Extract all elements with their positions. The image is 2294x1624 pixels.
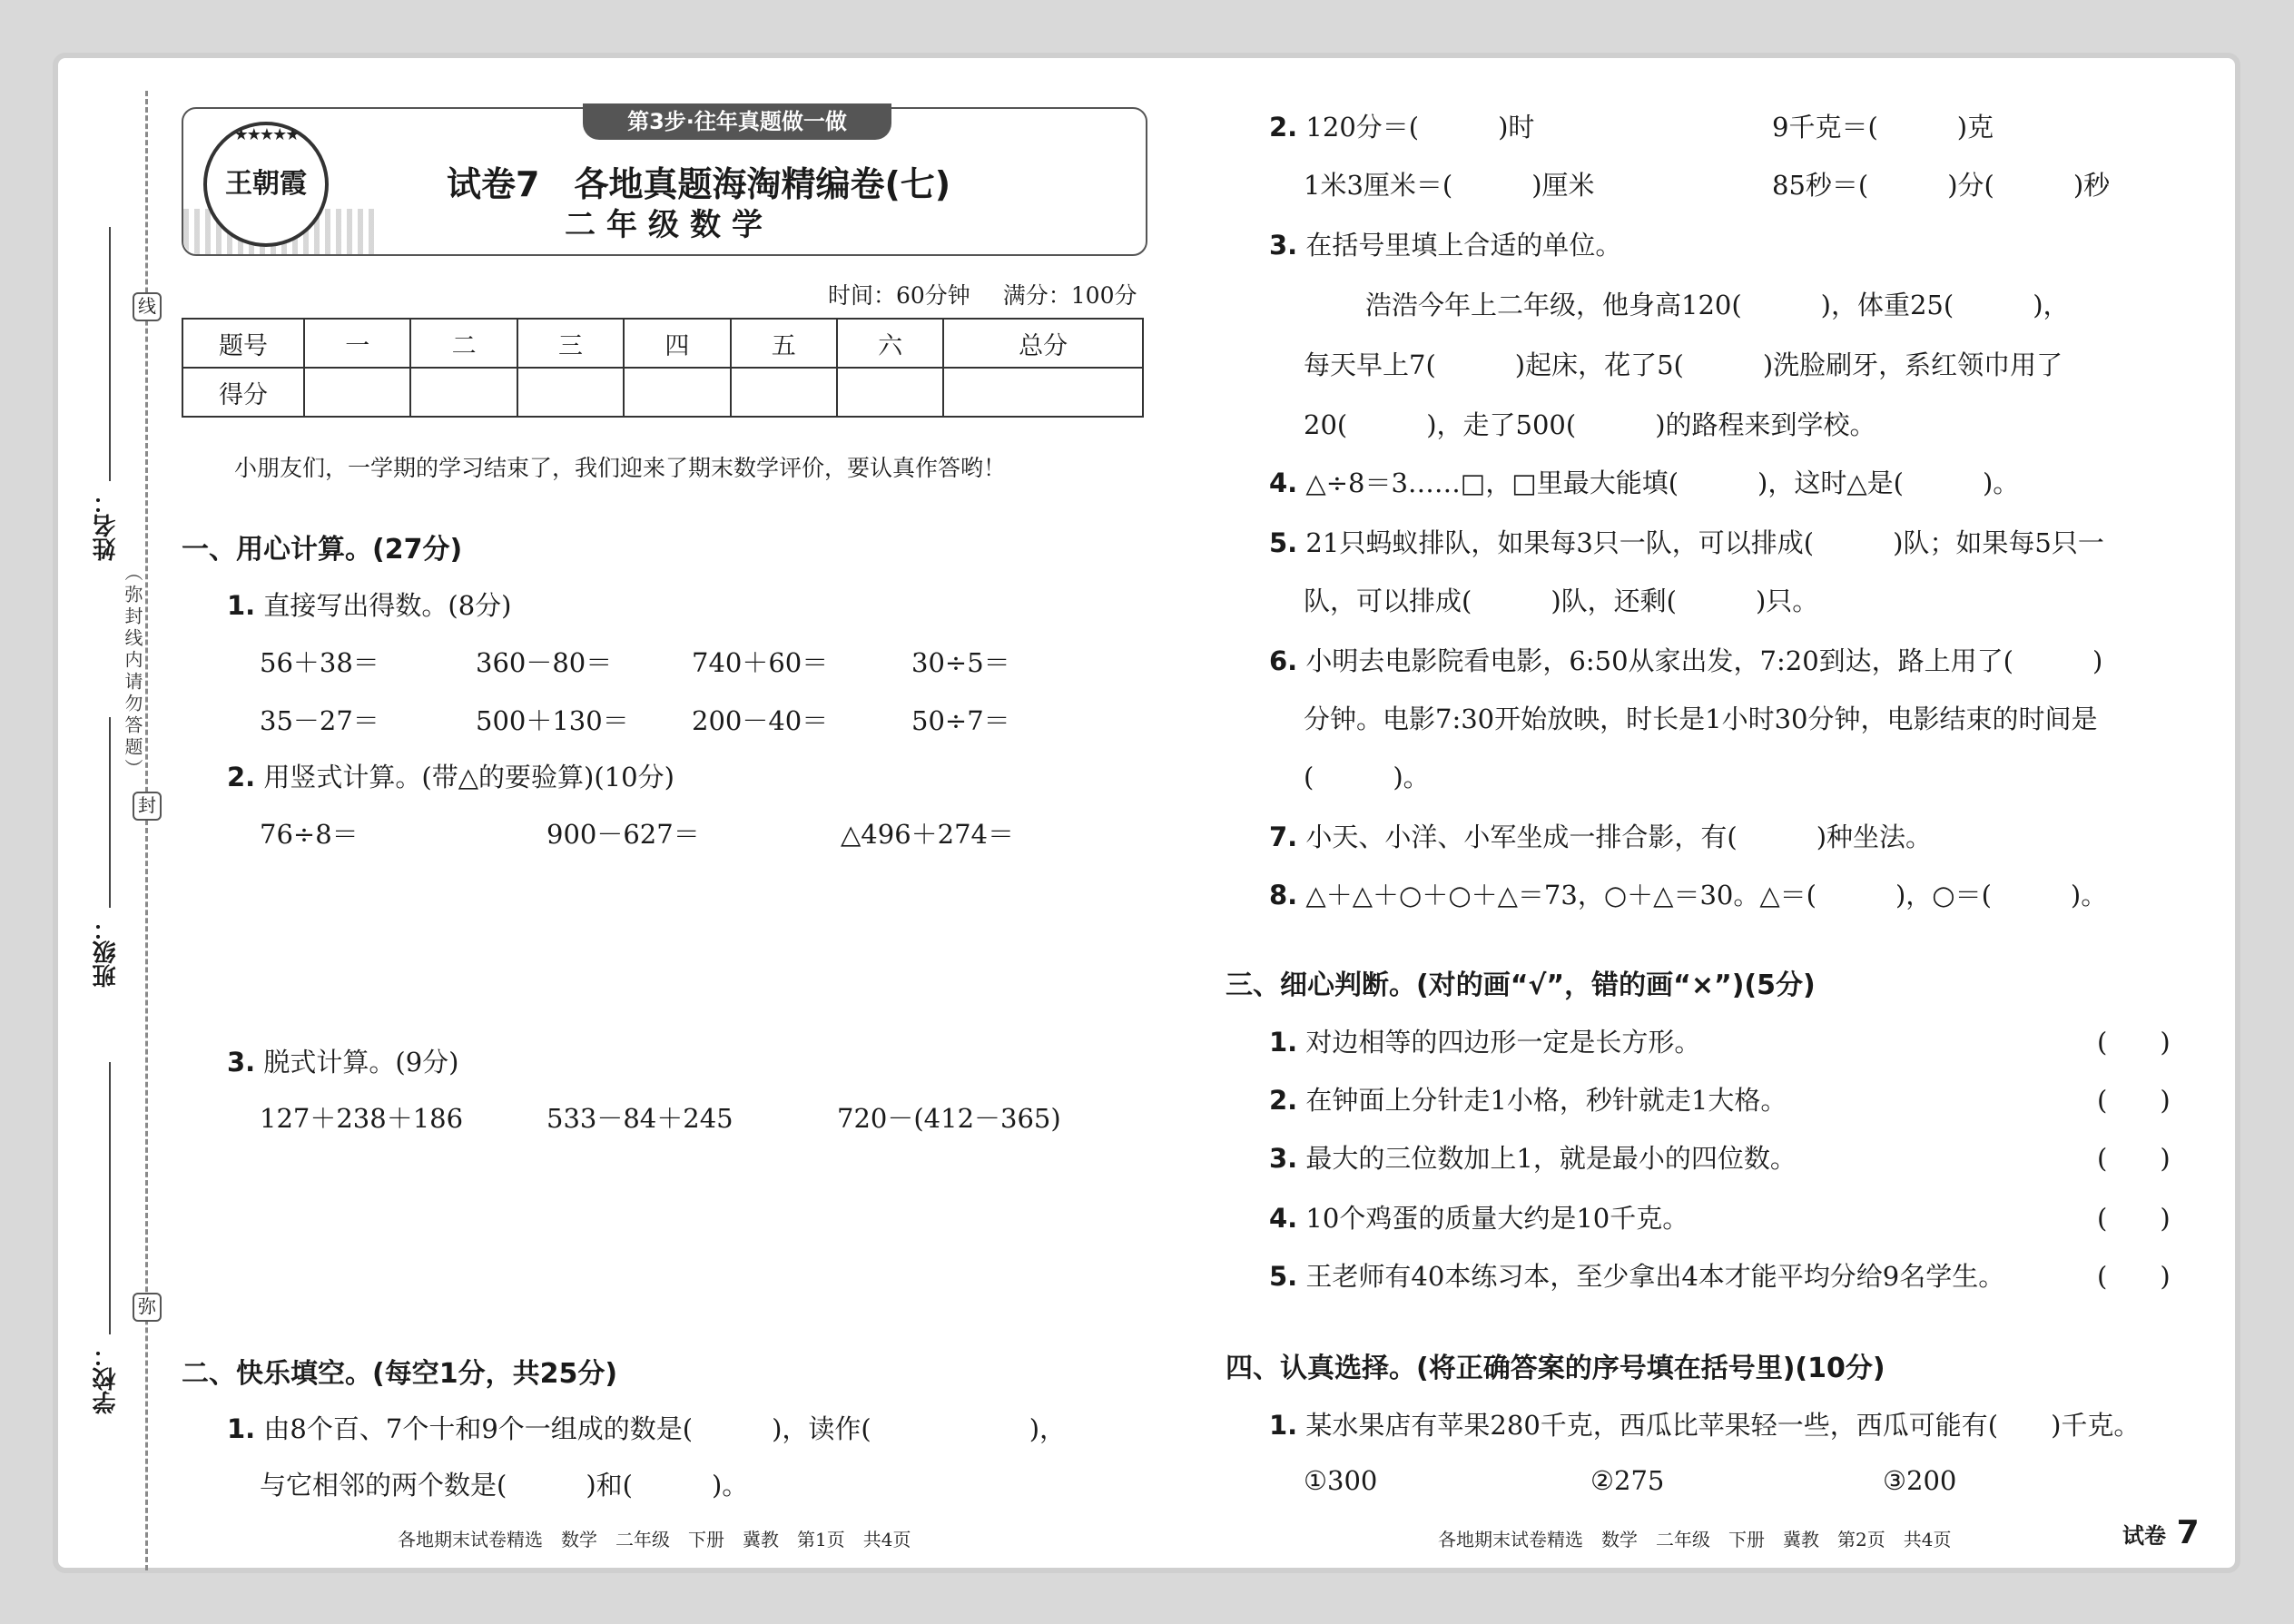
score-cell: 三 xyxy=(517,319,624,368)
exam-header xyxy=(182,107,1147,256)
q-text: 最大的三位数加上1，就是最小的四位数。 xyxy=(1305,1143,1797,1174)
q-text: △÷8＝3……□，□里最大能填( )，这时△是( )。 xyxy=(1305,468,2020,498)
q-text: 脱式计算。(9分) xyxy=(263,1047,459,1078)
paper-badge xyxy=(2122,1514,2200,1551)
s2-q5-line1 xyxy=(1269,523,2104,560)
s1-q2 xyxy=(227,757,674,794)
calc-item: 500＋130＝ xyxy=(476,705,629,736)
paper-badge-label: 试卷 xyxy=(2122,1523,2166,1549)
q-text: 在钟面上分针走1小格，秒针就走1大格。 xyxy=(1305,1085,1787,1116)
section4-title: 四、认真选择。(将正确答案的序号填在括号里)(10分) xyxy=(1226,1353,1885,1384)
calc-item: 740＋60＝ xyxy=(692,647,829,678)
exam-subtitle: 二年级数学 xyxy=(565,207,773,243)
calc-item: 200－40＝ xyxy=(692,705,829,736)
footer-left: 各地期末试卷精选 数学 二年级 下册 冀教 第1页 共4页 xyxy=(398,1529,911,1550)
choice-option: ③200 xyxy=(1883,1465,1957,1496)
calc-item: 360－80＝ xyxy=(476,647,613,678)
score-cell: 一 xyxy=(304,319,410,368)
judge-answer-bracket[interactable]: ( ) xyxy=(2097,1085,2171,1116)
s2-q5-line2: 队，可以排成( )队，还剩( )只。 xyxy=(1304,586,1819,616)
s2-q1-line2: 与它相邻的两个数是( )和( )。 xyxy=(260,1470,749,1501)
exam-sheet xyxy=(53,53,2240,1573)
name-field-line[interactable] xyxy=(109,227,111,481)
q-number: 8. xyxy=(1269,880,1298,910)
s2-q3-line3: 20( )，走了500( )的路程来到学校。 xyxy=(1304,409,1876,440)
s2-q2-c: 1米3厘米＝( )厘米 xyxy=(1304,170,1595,201)
s2-q7 xyxy=(1269,817,1932,854)
q-text: 小天、小洋、小军坐成一排合影，有( )种坐法。 xyxy=(1305,822,1933,852)
class-field-line[interactable] xyxy=(109,717,111,908)
name-label: 姓名： xyxy=(93,490,120,561)
q-number: 5. xyxy=(1269,1261,1298,1292)
s2-q2-b: 9千克＝( )克 xyxy=(1772,112,1994,143)
logo-name: 王朝霞 xyxy=(225,168,307,200)
q-number: 6. xyxy=(1269,645,1298,676)
s2-q1-line1 xyxy=(227,1409,1066,1446)
step-calc-item: 720－(412－365) xyxy=(837,1103,1061,1134)
q-number: 1. xyxy=(1269,1410,1298,1441)
judge-item-2 xyxy=(1269,1080,1787,1117)
s2-q6-line3: ( )。 xyxy=(1304,762,1430,792)
q-number: 2. xyxy=(1269,1085,1298,1116)
s2-q4 xyxy=(1269,463,2019,500)
q-number: 3. xyxy=(227,1047,256,1078)
s2-q8 xyxy=(1269,875,2107,912)
score-input-cell[interactable] xyxy=(304,368,410,417)
score-cell: 六 xyxy=(837,319,943,368)
judge-answer-bracket[interactable]: ( ) xyxy=(2097,1261,2171,1292)
school-field-line[interactable] xyxy=(109,1062,111,1334)
binding-note: （弥封线内请勿答题） xyxy=(122,563,143,781)
choice-option: ②275 xyxy=(1590,1465,1665,1496)
time-and-score xyxy=(828,278,1137,310)
q-number: 3. xyxy=(1269,1143,1298,1174)
q-text: 由8个百、7个十和9个一组成的数是( )，读作( )， xyxy=(263,1413,1067,1444)
choice-option: ①300 xyxy=(1304,1465,1378,1496)
score-table xyxy=(182,318,1144,418)
s4-q1 xyxy=(1269,1405,2140,1442)
calc-item: 30÷5＝ xyxy=(911,647,1010,678)
score-cell: 总分 xyxy=(943,319,1143,368)
s1-q3 xyxy=(227,1042,459,1079)
paper-badge-number: 7 xyxy=(2176,1514,2200,1551)
score-input-cell[interactable] xyxy=(624,368,730,417)
q-number: 2. xyxy=(1269,112,1298,143)
vertical-calc-item: 900－627＝ xyxy=(546,819,700,850)
judge-answer-bracket[interactable]: ( ) xyxy=(2097,1143,2171,1174)
calc-item: 35－27＝ xyxy=(260,705,379,736)
q-number: 1. xyxy=(227,1413,256,1444)
section2-title: 二、快乐填空。(每空1分，共25分) xyxy=(182,1358,618,1390)
score-cell: 题号 xyxy=(182,319,304,368)
score-input-cell[interactable] xyxy=(517,368,624,417)
s2-q2-d: 85秒＝( )分( )秒 xyxy=(1772,170,2111,201)
class-label: 班级： xyxy=(93,917,120,988)
q-number: 3. xyxy=(1269,230,1298,261)
q-number: 5. xyxy=(1269,527,1298,558)
judge-answer-bracket[interactable]: ( ) xyxy=(2097,1203,2171,1234)
step-tab: 第3步·往年真题做一做 xyxy=(583,103,891,140)
s2-q3-line1: 浩浩今年上二年级，他身高120( )，体重25( )， xyxy=(1365,290,2070,320)
score-input-cell[interactable] xyxy=(731,368,837,417)
footer-right: 各地期末试卷精选 数学 二年级 下册 冀教 第2页 共4页 xyxy=(1438,1529,1952,1550)
step-calc-item: 127＋238＋186 xyxy=(260,1103,464,1134)
vertical-calc-item: △496＋274＝ xyxy=(841,819,1015,850)
section3-title: 三、细心判断。(对的画“√”，错的画“×”)(5分) xyxy=(1226,969,1816,1001)
q-text: 120分＝( )时 xyxy=(1305,112,1535,143)
judge-answer-bracket[interactable]: ( ) xyxy=(2097,1027,2171,1058)
q-number: 4. xyxy=(1269,1203,1298,1234)
s1-q1 xyxy=(227,586,512,623)
score-table-score-row xyxy=(182,368,1143,417)
q-text: 小明去电影院看电影，6:50从家出发，7:20到达，路上用了( ) xyxy=(1305,645,2103,676)
s2-q2-a xyxy=(1269,107,1534,144)
q-text: 用竖式计算。(带△的要验算)(10分) xyxy=(263,762,674,792)
q-text: 某水果店有苹果280千克，西瓜比苹果轻一些，西瓜可能有( )千克。 xyxy=(1305,1410,2141,1441)
school-label: 学校： xyxy=(93,1343,120,1414)
score-table-header-row xyxy=(182,319,1143,368)
publisher-logo xyxy=(203,122,329,247)
q-number: 1. xyxy=(1269,1027,1298,1058)
q-text: △＋△＋○＋○＋△＝73，○＋△＝30。△＝( )，○＝( )。 xyxy=(1305,880,2108,910)
s2-q3-line2: 每天早上7( )起床，花了5( )洗脸刷牙，系红领巾用了 xyxy=(1304,349,2063,380)
judge-item-4 xyxy=(1269,1198,1689,1235)
s2-q6-line1 xyxy=(1269,641,2102,678)
q-number: 4. xyxy=(1269,468,1298,498)
q-text: 王老师有40本练习本，至少拿出4本才能平均分给9名学生。 xyxy=(1305,1261,2005,1292)
judge-item-1 xyxy=(1269,1022,1700,1059)
full-score: 满分：100分 xyxy=(1002,282,1137,309)
score-input-cell[interactable] xyxy=(837,368,943,417)
s2-q6-line2: 分钟。电影7:30开始放映，时长是1小时30分钟，电影结束的时间是 xyxy=(1304,704,2098,734)
step-calc-item: 533－84＋245 xyxy=(546,1103,733,1134)
intro-text: 小朋友们，一学期的学习结束了，我们迎来了期末数学评价，要认真作答哟！ xyxy=(234,455,1007,481)
section1-title: 一、用心计算。(27分) xyxy=(182,534,463,566)
exam-title: 试卷7 各地真题海淘精编卷(七) xyxy=(447,164,951,204)
q-number: 2. xyxy=(227,762,256,792)
q-text: 直接写出得数。(8分) xyxy=(263,590,512,621)
judge-item-3 xyxy=(1269,1138,1797,1176)
score-cell: 四 xyxy=(624,319,730,368)
s2-q3 xyxy=(1269,225,1621,262)
binding-mark-line: 线 xyxy=(133,292,162,321)
judge-item-5 xyxy=(1269,1256,2004,1294)
calc-item: 56＋38＝ xyxy=(260,647,379,678)
score-input-cell[interactable] xyxy=(943,368,1143,417)
q-text: 10个鸡蛋的质量大约是10千克。 xyxy=(1305,1203,1689,1234)
q-text: 在括号里填上合适的单位。 xyxy=(1305,230,1622,261)
calc-item: 50÷7＝ xyxy=(911,705,1010,736)
q-text: 21只蚂蚁排队，如果每3只一队，可以排成( )队；如果每5只一 xyxy=(1305,527,2104,558)
vertical-calc-item: 76÷8＝ xyxy=(260,819,359,850)
logo-stars-icon: ★★★★★ xyxy=(233,125,299,144)
score-cell: 得分 xyxy=(182,368,304,417)
score-input-cell[interactable] xyxy=(410,368,517,417)
q-text: 对边相等的四边形一定是长方形。 xyxy=(1305,1027,1701,1058)
binding-mark-seal: 封 xyxy=(133,792,162,821)
q-number: 1. xyxy=(227,590,256,621)
score-cell: 二 xyxy=(410,319,517,368)
q-number: 7. xyxy=(1269,822,1298,852)
time-limit: 时间：60分钟 xyxy=(828,282,970,309)
score-cell: 五 xyxy=(731,319,837,368)
binding-mark-close: 弥 xyxy=(133,1293,162,1322)
